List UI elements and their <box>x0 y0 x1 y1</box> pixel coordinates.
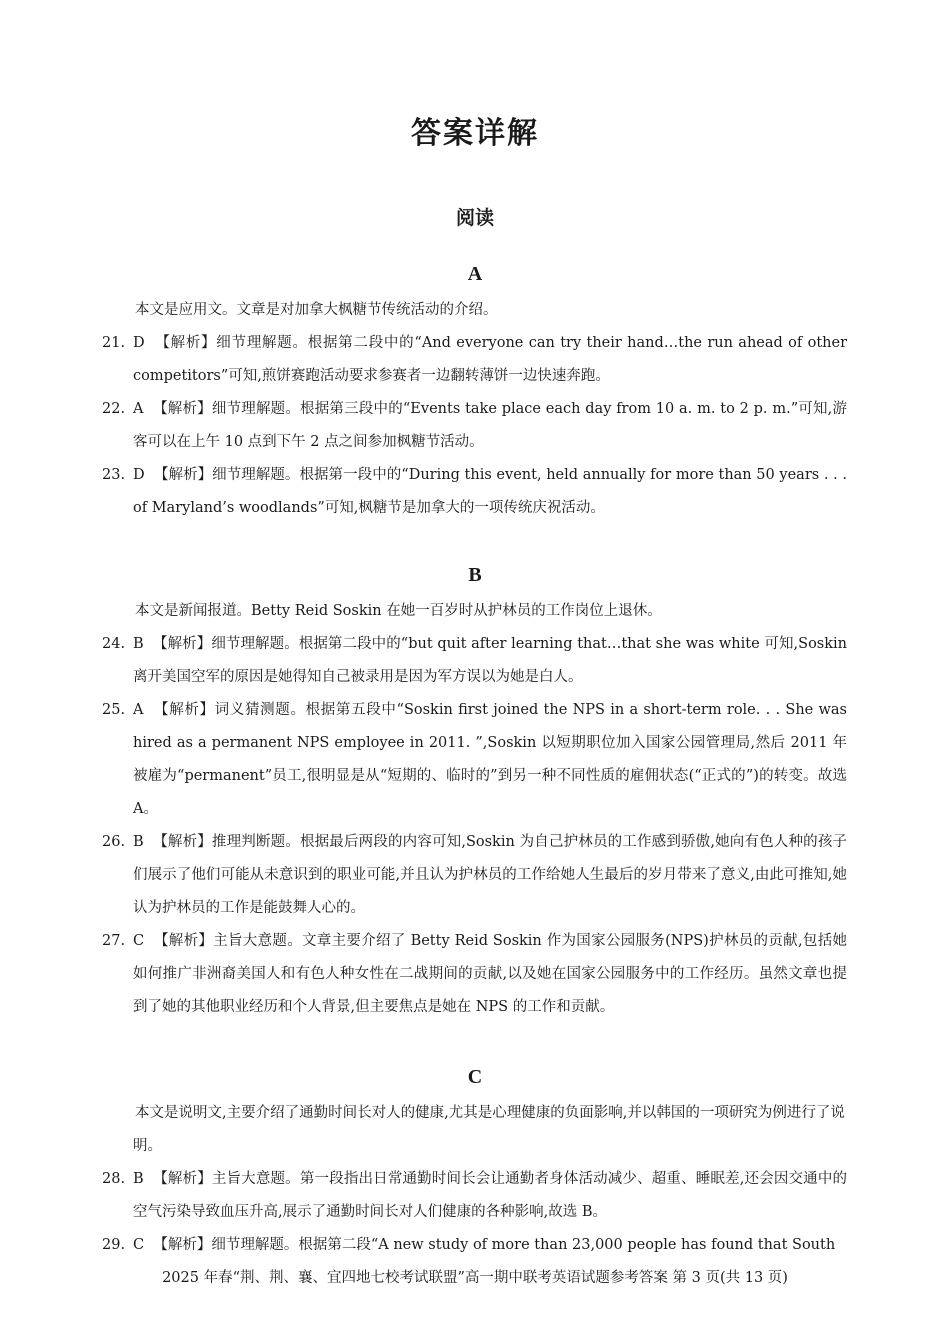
section-letter: B <box>468 564 482 586</box>
question-explanation: 【解析】推理判断题。根据最后两段的内容可知,Soskin 为自己护林员的工作感到骄傲,她向有色人种的孩子们展示了他们可能从未意识到的职业可能,并且认为护林员的工作给她人生最后的岁月带来了意义,由此可推知,她认为护林员的工作是能鼓舞人心的。 <box>133 834 848 916</box>
question-answer: B <box>133 1171 144 1187</box>
question-27 <box>0 925 950 1024</box>
section-b <box>0 563 950 1024</box>
question-explanation: 【解析】主旨大意题。文章主要介绍了 Betty Reid Soskin 作为国家公园服务(NPS)护林员的贡献,包括她如何推广非洲裔美国人和有色人种女性在二战期间的贡献,以及她在国家公园服务中的工作经历。虽然文章也提到了她的其他职业经历和个人背景,但主要焦点是她在 NPS 的工作和贡献。 <box>133 933 848 1015</box>
section-intro: 本文是新闻报道。Betty Reid Soskin 在她一百岁时从护林员的工作岗位上退休。 <box>135 603 662 619</box>
question-answer: B <box>133 834 144 850</box>
question-explanation: 【解析】细节理解题。根据第二段中的“And everyone can try their hand…the run ahead of other competitors”可知,煎饼赛跑活动要求参赛者一边翻转薄饼一边快速奔跑。 <box>133 335 848 384</box>
question-number: 25. <box>102 702 126 718</box>
question-24 <box>0 628 950 694</box>
question-explanation: 【解析】细节理解题。根据第二段“A new study of more than 23,000 people has found that South <box>153 1237 836 1253</box>
question-number: 22. <box>102 401 126 417</box>
section-intro: 本文是应用文。文章是对加拿大枫糖节传统活动的介绍。 <box>135 302 498 318</box>
section-letter: C <box>467 1066 483 1088</box>
question-number: 26. <box>102 834 126 850</box>
question-number: 23. <box>102 467 126 483</box>
section-a <box>0 262 950 525</box>
section-c <box>0 1065 950 1262</box>
question-answer: D <box>133 335 145 351</box>
question-22 <box>0 393 950 459</box>
question-answer: B <box>133 636 144 652</box>
question-answer: C <box>133 933 145 949</box>
question-answer: A <box>133 702 144 718</box>
question-answer: C <box>133 1237 145 1253</box>
question-explanation: 【解析】细节理解题。根据第三段中的“Events take place each day from 10 a. m. to 2 p. m.”可知,游客可以在上午 10 点到下午 2 点之间参加枫糖节活动。 <box>133 401 847 450</box>
question-29 <box>0 1229 950 1262</box>
question-number: 27. <box>102 933 126 949</box>
question-number: 21. <box>102 335 126 351</box>
section-letter: A <box>467 263 483 285</box>
question-26 <box>0 826 950 925</box>
question-23 <box>0 459 950 525</box>
question-answer: D <box>133 467 145 483</box>
question-number: 24. <box>102 636 126 652</box>
section-intro: 本文是说明文,主要介绍了通勤时间长对人的健康,尤其是心理健康的负面影响,并以韩国的一项研究为例进行了说明。 <box>133 1105 845 1154</box>
page-footer: 2025 年春“荆、荆、襄、宜四地七校考试联盟”高一期中联考英语试题参考答案 第 3 页(共 13 页) <box>162 1270 788 1286</box>
question-number: 28. <box>102 1171 126 1187</box>
question-answer: A <box>133 401 144 417</box>
page-title: 答案详解 <box>411 116 539 151</box>
question-21 <box>0 327 950 393</box>
question-28 <box>0 1163 950 1229</box>
question-explanation: 【解析】细节理解题。根据第一段中的“During this event, held annually for more than 50 years . . . of Maryland’s woodlands”可知,枫糖节是加拿大的一项传统庆祝活动。 <box>133 467 847 516</box>
question-number: 29. <box>102 1237 126 1253</box>
section-heading-reading: 阅读 <box>455 207 494 229</box>
question-explanation: 【解析】细节理解题。根据第二段中的“but quit after learning that…that she was white 可知,Soskin 离开美国空军的原因是她得知自己被录用是因为军方误以为她是白人。 <box>133 636 848 685</box>
question-25 <box>0 694 950 826</box>
question-explanation: 【解析】主旨大意题。第一段指出日常通勤时间长会让通勤者身体活动减少、超重、睡眠差,还会因交通中的空气污染导致血压升高,展示了通勤时间长对人们健康的各种影响,故选 B。 <box>133 1171 847 1220</box>
question-explanation: 【解析】词义猜测题。根据第五段中“Soskin first joined the NPS in a short-term role. . . She was hired as a permanent NPS employee in 2011. ”,Soskin 以短期职位加入国家公园管理局,然后 2011 年被雇为“permanent”员工,很明显是从“短期的、临时的”到另一种不同性质的雇佣状态(“正式的”)的转变。故选 A。 <box>133 702 848 817</box>
